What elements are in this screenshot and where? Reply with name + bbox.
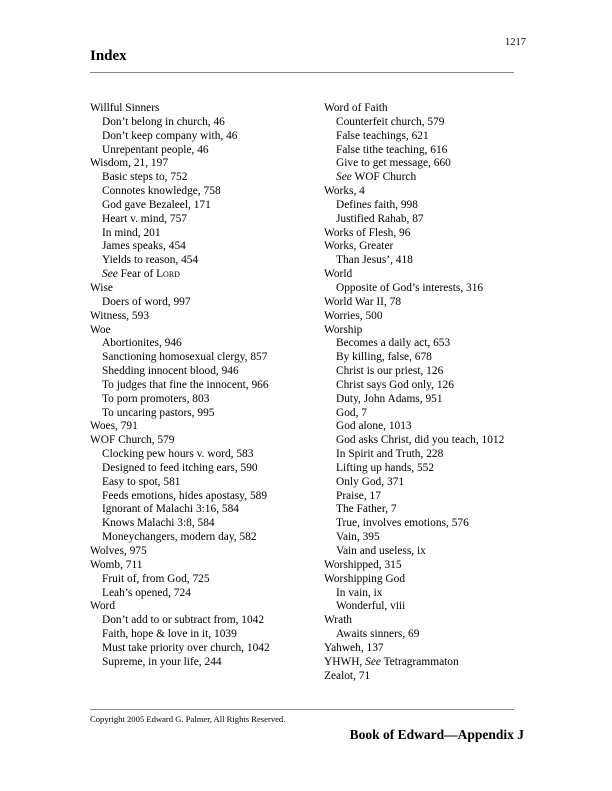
- index-subentry: To porn promoters, 803: [102, 392, 210, 405]
- index-subentry: Don’t add to or subtract from, 1042: [102, 614, 265, 627]
- index-subentry: Sanctioning homosexual clergy, 857: [102, 351, 268, 364]
- index-subentry: Opposite of God’s interests, 316: [336, 281, 484, 294]
- entry-text: YHWH,: [324, 655, 366, 668]
- index-subentry: Vain and useless, ix: [336, 545, 426, 557]
- index-subentry: Basic steps to, 752: [102, 171, 188, 184]
- index-subentry: Leah’s opened, 724: [102, 586, 191, 599]
- index-subentry: To judges that fine the innocent, 966: [102, 378, 269, 391]
- index-entry: World War II, 78: [324, 295, 402, 308]
- index-entry: World: [324, 268, 353, 281]
- index-subentry: God gave Bezaleel, 171: [102, 198, 211, 211]
- index-subentry: Unrepentant people, 46: [102, 143, 209, 156]
- index-subentry: Fruit of, from God, 725: [102, 572, 210, 585]
- entry-text: Tetragrammaton: [380, 655, 459, 668]
- index-subentry: Easy to spot, 581: [102, 475, 181, 488]
- index-entry: Worshipping God: [324, 572, 406, 585]
- see-reference: See: [365, 655, 381, 668]
- index-entry: Zealot, 71: [324, 669, 371, 682]
- index-subentry: Wonderful, viii: [336, 600, 406, 613]
- index-subentry: Shedding innocent blood, 946: [102, 365, 239, 378]
- index-entry: Womb, 711: [90, 558, 143, 571]
- index-subentry: The Father, 7: [336, 503, 397, 516]
- index-column-left: [90, 102, 310, 670]
- index-entry: Woes, 791: [90, 420, 138, 433]
- index-subentry: Ignorant of Malachi 3:16, 584: [102, 503, 239, 516]
- page-number: 1217: [505, 37, 526, 48]
- index-subentry: False teachings, 621: [336, 129, 429, 142]
- entry-text: WOF Church: [351, 171, 417, 184]
- index-subentry: Defines faith, 998: [336, 198, 418, 211]
- index-subentry: In Spirit and Truth, 228: [336, 448, 444, 461]
- index-subentry: Connotes knowledge, 758: [102, 185, 221, 198]
- index-subentry: To uncaring pastors, 995: [102, 406, 215, 419]
- index-subentry: Clocking pew hours v. word, 583: [102, 448, 254, 461]
- index-entry: Works of Flesh, 96: [324, 226, 411, 239]
- index-subentry: Christ is our priest, 126: [336, 365, 444, 378]
- index-subentry: Becomes a daily act, 653: [336, 337, 451, 350]
- index-subentry: Counterfeit church, 579: [336, 115, 445, 128]
- header-title: Index: [90, 48, 127, 64]
- index-subentry: God alone, 1013: [336, 420, 412, 433]
- index-entry: Wise: [90, 281, 113, 294]
- index-entry: Wisdom, 21, 197: [90, 157, 169, 170]
- index-subentry: Faith, hope & love in it, 1039: [102, 628, 237, 641]
- index-subentry: [324, 171, 544, 185]
- see-reference: See: [102, 268, 118, 281]
- index-subentry: James speaks, 454: [102, 240, 186, 253]
- index-entry: Wrath: [324, 614, 353, 627]
- index-subentry: Must take priority over church, 1042: [102, 641, 270, 654]
- index-subentry: Vain, 395: [336, 531, 380, 544]
- index-entry: Works, Greater: [324, 240, 394, 253]
- index-subentry: Yields to reason, 454: [102, 254, 199, 267]
- index-column-right: [324, 102, 544, 683]
- index-subentry: Than Jesus’, 418: [336, 254, 413, 267]
- header-rule: [90, 72, 514, 73]
- index-entry: Worship: [324, 323, 363, 336]
- index-entry: Witness, 593: [90, 309, 150, 322]
- index-subentry: Don’t belong in church, 46: [102, 115, 225, 128]
- index-subentry: Feeds emotions, hides apostasy, 589: [102, 489, 268, 502]
- index-subentry: Give to get message, 660: [336, 157, 451, 170]
- index-subentry: Supreme, in your life, 244: [102, 655, 222, 668]
- book-title: Book of Edward—Appendix J: [349, 727, 524, 742]
- index-subentry: Knows Malachi 3:8, 584: [102, 517, 215, 530]
- footer-rule: [90, 709, 514, 710]
- index-entry: Works, 4: [324, 185, 365, 198]
- index-subentry: Designed to feed itching ears, 590: [102, 461, 258, 474]
- index-subentry: Justified Rahab, 87: [336, 212, 424, 225]
- index-subentry: Praise, 17: [336, 489, 381, 502]
- index-subentry: God asks Christ, did you teach, 1012: [336, 434, 505, 447]
- index-entry: Willful Sinners: [90, 102, 160, 114]
- index-entry: Wolves, 975: [90, 545, 147, 557]
- index-subentry: In vain, ix: [336, 586, 383, 599]
- index-subentry: True, involves emotions, 576: [336, 517, 469, 530]
- index-entry: Woe: [90, 323, 111, 336]
- index-subentry: By killing, false, 678: [336, 351, 432, 364]
- index-subentry: Only God, 371: [336, 475, 405, 488]
- copyright-notice: Copyright 2005 Edward G. Palmer, All Rights Reserved.: [90, 714, 286, 724]
- index-entry: [324, 656, 544, 670]
- index-subentry: Lifting up hands, 552: [336, 461, 435, 474]
- index-subentry: [90, 268, 310, 282]
- index-subentry: Moneychangers, modern day, 582: [102, 531, 257, 544]
- index-subentry: Abortionites, 946: [102, 337, 182, 350]
- index-entry: Word of Faith: [324, 102, 388, 114]
- index-subentry: Heart v. mind, 757: [102, 212, 187, 225]
- index-entry: Yahweh, 137: [324, 641, 384, 654]
- entry-text: Fear of: [117, 268, 157, 281]
- index-subentry: Don’t keep company with, 46: [102, 129, 238, 142]
- index-entry: Word: [90, 600, 116, 613]
- see-reference: See: [336, 171, 352, 184]
- index-subentry: In mind, 201: [102, 226, 161, 239]
- index-subentry: God, 7: [336, 406, 368, 419]
- index-entry: Worries, 500: [324, 309, 383, 322]
- index-subentry: False tithe teaching, 616: [336, 143, 448, 156]
- index-entry: WOF Church, 579: [90, 434, 175, 447]
- index-subentry: Awaits sinners, 69: [336, 628, 420, 641]
- index-subentry: Duty, John Adams, 951: [336, 392, 443, 405]
- index-entry: Worshipped, 315: [324, 558, 402, 571]
- index-subentry: Doers of word, 997: [102, 295, 191, 308]
- index-subentry: Christ says God only, 126: [336, 378, 454, 391]
- small-caps-text: Lord: [156, 268, 180, 281]
